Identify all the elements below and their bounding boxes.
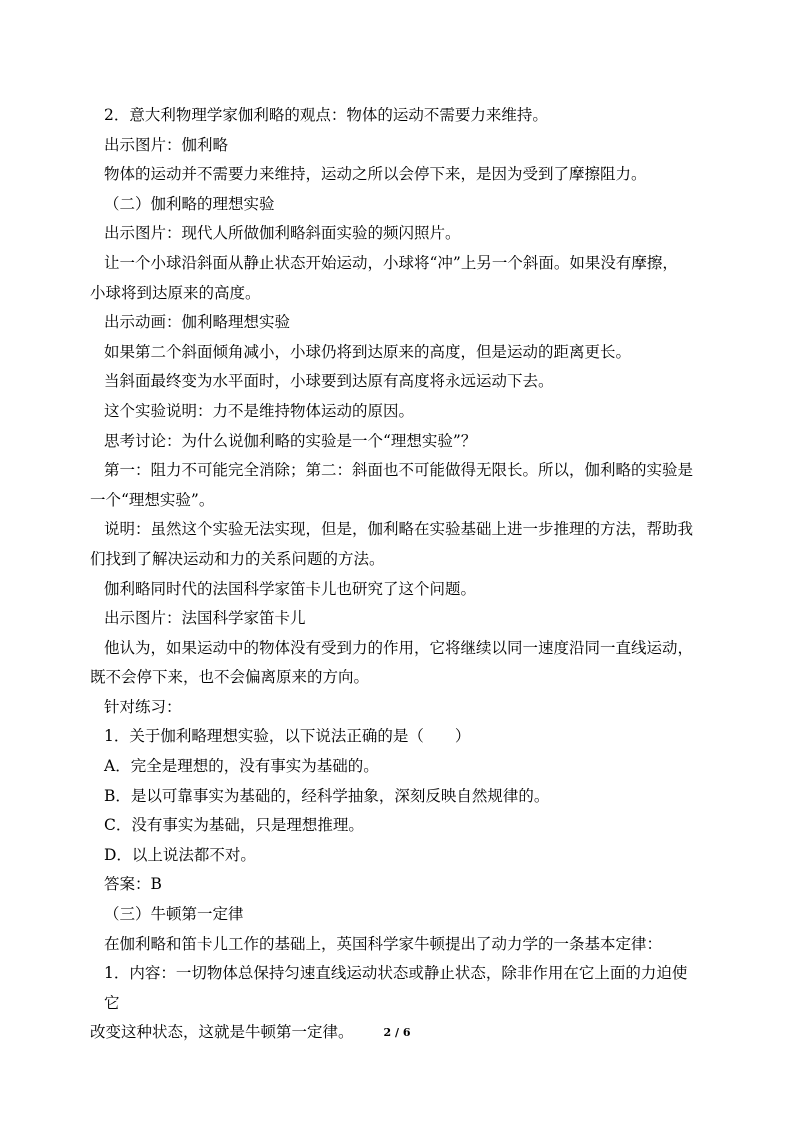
paragraph: 伽利略同时代的法国科学家笛卡儿也研究了这个问题。 <box>104 579 477 598</box>
paragraph: 出示图片：法国科学家笛卡儿 <box>104 609 306 628</box>
paragraph: 出示图片：现代人所做伽利略斜面实验的频闪照片。 <box>104 224 461 243</box>
page-number: 2 / 6 <box>383 1026 411 1039</box>
paragraph: 第一：阻力不可能完全消除；第二：斜面也不可能做得无限长。所以，伽利略的实验是 <box>104 461 694 480</box>
paragraph: 他认为，如果运动中的物体没有受到力的作用，它将继续以同一速度沿同一直线运动， <box>104 638 694 657</box>
paragraph: 如果第二个斜面倾角减小，小球仍将到达原来的高度，但是运动的距离更长。 <box>104 342 632 361</box>
paragraph: 这个实验说明：力不是维持物体运动的原因。 <box>104 401 415 420</box>
section-heading: （二）伽利略的理想实验 <box>104 194 275 213</box>
paragraph: 思考讨论：为什么说伽利略的实验是一个“理想实验”？ <box>104 431 477 450</box>
paragraph-continuation: 小球将到达原来的高度。 <box>90 283 261 302</box>
document-body <box>90 101 696 1048</box>
paragraph: 当斜面最终变为水平面时，小球要到达原有高度将永远运动下去。 <box>104 372 554 391</box>
paragraph: 2．意大利物理学家伽利略的观点：物体的运动不需要力来维持。 <box>104 106 548 124</box>
paragraph: 出示图片：伽利略 <box>104 135 229 154</box>
paragraph-continuation: 们找到了解决运动和力的关系问题的方法。 <box>90 549 385 568</box>
paragraph: 在伽利略和笛卡儿工作的基础上，英国科学家牛顿提出了动力学的一条基本定律： <box>104 934 663 953</box>
option-c: C．没有事实为基础，只是理想推理。 <box>104 816 364 835</box>
question: 1．关于伽利略理想实验，以下说法正确的是（ ） <box>104 727 471 746</box>
answer: 答案：B <box>104 875 162 894</box>
paragraph-continuation: 改变这种状态，这就是牛顿第一定律。 <box>90 1023 354 1042</box>
paragraph: 针对练习： <box>104 697 182 716</box>
option-b: B．是以可靠事实为基础的，经科学抽象，深刻反映自然规律的。 <box>104 786 550 805</box>
paragraph: 让一个小球沿斜面从静止状态开始运动，小球将“冲”上另一个斜面。如果没有摩擦， <box>104 253 678 272</box>
option-d: D．以上说法都不对。 <box>104 845 256 864</box>
paragraph: 物体的运动并不需要力来维持，运动之所以会停下来，是因为受到了摩擦阻力。 <box>104 165 647 184</box>
paragraph: 出示动画：伽利略理想实验 <box>104 313 291 332</box>
paragraph: 1．内容：一切物体总保持匀速直线运动状态或静止状态，除非作用在它上面的力迫使它 <box>104 964 688 1012</box>
paragraph-continuation: 一个“理想实验”。 <box>90 490 215 509</box>
paragraph-continuation: 既不会停下来，也不会偏离原来的方向。 <box>90 668 370 687</box>
paragraph: 说明：虽然这个实验无法实现，但是，伽利略在实验基础上进一步推理的方法，帮助我 <box>104 520 694 539</box>
option-a: A．完全是理想的，没有事实为基础的。 <box>104 757 379 776</box>
section-heading: （三）牛顿第一定律 <box>104 905 244 924</box>
